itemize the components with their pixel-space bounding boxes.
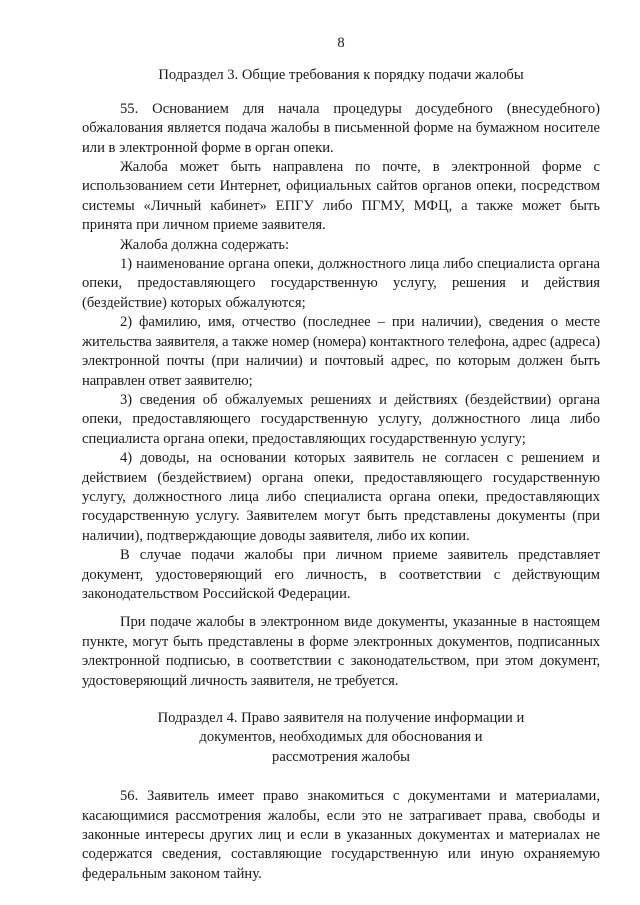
section-3-title: Подраздел 3. Общие требования к порядку подачи жалобы: [158, 67, 524, 84]
list-item-1: 1) наименование органа опеки, должностного лица либо специалиста органа опеки, предоставляющего государственную услугу, решения и действия (бездействие) которых обжалуются;: [82, 256, 600, 311]
section-4-title-line-3: рассмотрения жалобы: [272, 748, 410, 765]
list-item-2: 2) фамилию, имя, отчество (последнее – при наличии), сведения о месте жительства заявителя, а также номер (номера) контактного телефона, адрес (адреса) электронной почты (при наличии) и почтовый адрес, по которым должен быть направлен ответ заявителю;: [82, 314, 600, 389]
paragraph-56: 56. Заявитель имеет право знакомиться с документами и материалами, касающимися рассмотрения жалобы, если это не затрагивает права, свободы и законные интересы других лиц и если в указанных документах и материалах не содержатся сведения, составляющие государственную или иную охраняемую федеральным законом тайну.: [82, 788, 600, 882]
section-4-title-line-2: документов, необходимых для обоснования и: [199, 729, 483, 746]
section-4-title-line-1: Подраздел 4. Право заявителя на получение информации и: [157, 710, 525, 726]
list-item-4: 4) доводы, на основании которых заявитель не согласен с решением и действием (бездействием) органа опеки, предоставляющего государственную услугу, должностного лица либо специалиста органа опеки, предоставляющих государственную услугу. Заявителем могут быть представлены документы (при наличии), подтверждающие доводы заявителя, либо их копии.: [82, 450, 600, 544]
paragraph-electronic-submission: При подаче жалобы в электронном виде документы, указанные в настоящем пункте, могут быть представлены в форме электронных документов, подписанных электронной подписью, в соответствии с законодательством, при этом документ, удостоверяющий личность заявителя, не требуется.: [82, 614, 600, 689]
section-4: [82, 709, 600, 884]
list-item-3: 3) сведения об обжалуемых решениях и действиях (бездействии) органа опеки, предоставляющего государственную услугу, должностного лица либо специалиста органа опеки, предоставляющих государственную услугу;: [82, 391, 600, 447]
page-number: 8: [337, 35, 345, 51]
section-4-title: [82, 709, 600, 767]
paragraph-55: 55. Основанием для начала процедуры досудебного (внесудебного) обжалования является подача жалобы в письменной форме на бумажном носителе или в электронной форме в орган опеки.: [82, 100, 600, 156]
paragraph-complaint-contents-intro: Жалоба должна содержать:: [120, 236, 290, 253]
paragraph-personal-submission: В случае подачи жалобы при личном приеме заявитель представляет документ, удостоверяющий его личность, в соответствии с действующим законодательством Российской Федерации.: [82, 547, 600, 602]
document-page: [82, 34, 600, 884]
section-3: [82, 66, 600, 691]
paragraph-submission-methods: Жалоба может быть направлена по почте, в электронной форме с использованием сети Интернет, официальных сайтов органов опеки, посредством системы «Личный кабинет» ЕПГУ либо ПГМУ, МФЦ, а также может быть принята при личном приеме заявителя.: [82, 159, 600, 234]
